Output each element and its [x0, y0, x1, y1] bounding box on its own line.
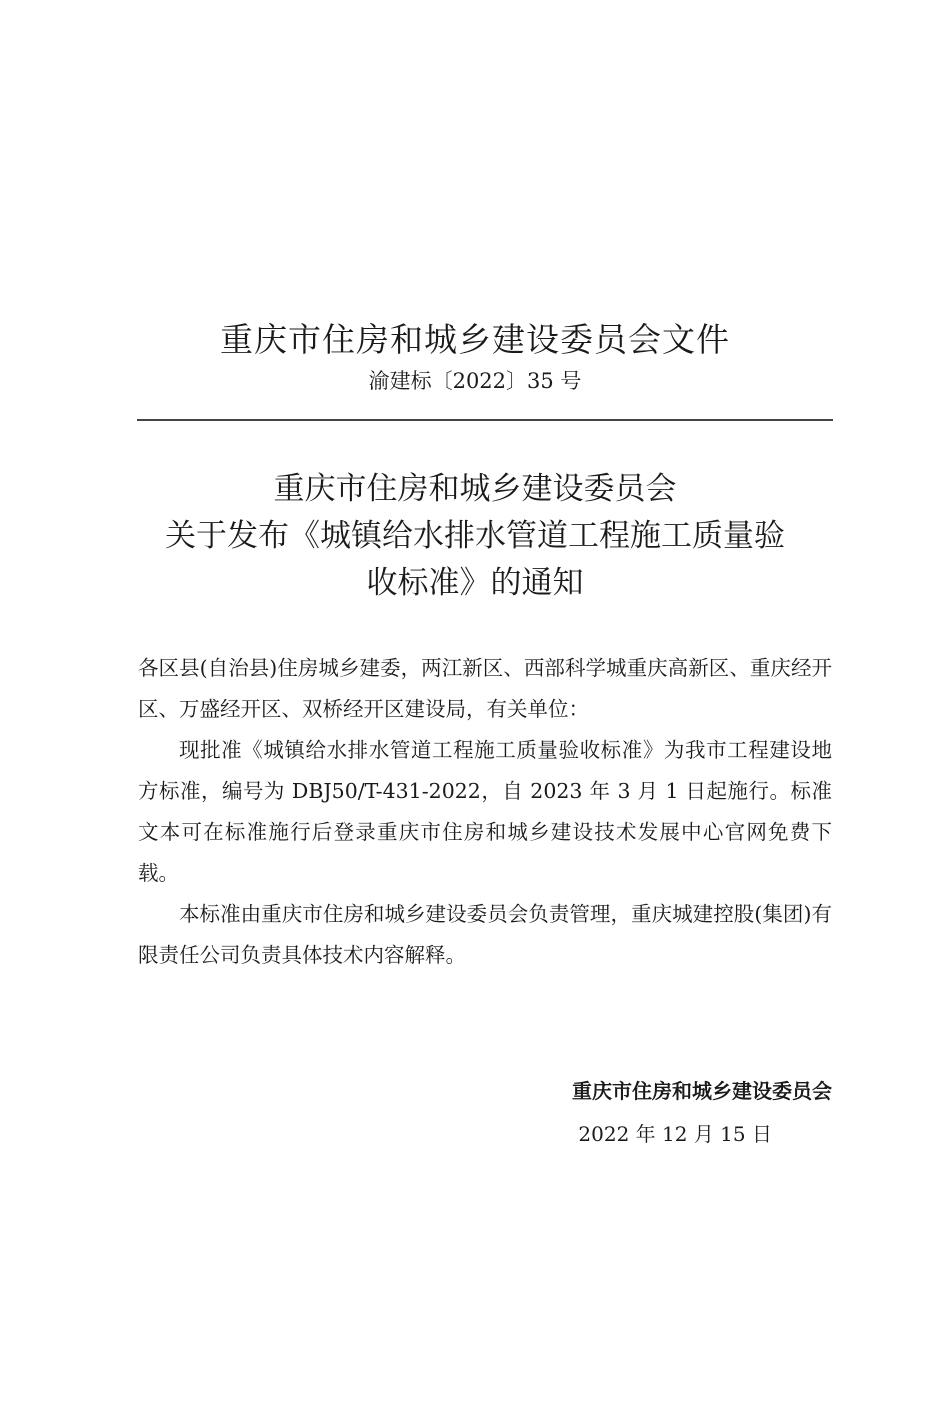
notice-title-line-1: 重庆市住房和城乡建设委员会 [273, 471, 677, 507]
notice-title [150, 466, 800, 607]
notice-title-line-2: 关于发布《城镇给水排水管道工程施工质量验 [165, 518, 785, 554]
signature-organization: 重庆市住房和城乡建设委员会 [572, 1079, 832, 1103]
document-number: 渝建标〔2022〕35 号 [368, 369, 582, 393]
signature-date: 2022 年 12 月 15 日 [578, 1122, 772, 1146]
management-paragraph: 本标准由重庆市住房和城乡建设委员会负责管理，重庆城建控股(集团)有限责任公司负责具体技术内容解释。 [138, 902, 832, 967]
approval-paragraph: 现批准《城镇给水排水管道工程施工质量验收标准》为我市工程建设地方标准，编号为 DBJ50/T-431-2022，自 2023 年 3 月 1 日起施行。标准文本可在标准施行后登录重庆市住房和城乡建设技术发展中心官网免费下载。 [138, 738, 832, 885]
addressee-paragraph: 各区县(自治县)住房城乡建委，两江新区、西部科学城重庆高新区、重庆经开区、万盛经开区、双桥经开区建设局，有关单位： [138, 656, 832, 721]
issuer-title: 重庆市住房和城乡建设委员会文件 [220, 320, 730, 359]
notice-body [138, 648, 832, 976]
header-divider [137, 419, 833, 421]
notice-title-line-3: 收标准》的通知 [366, 565, 584, 601]
